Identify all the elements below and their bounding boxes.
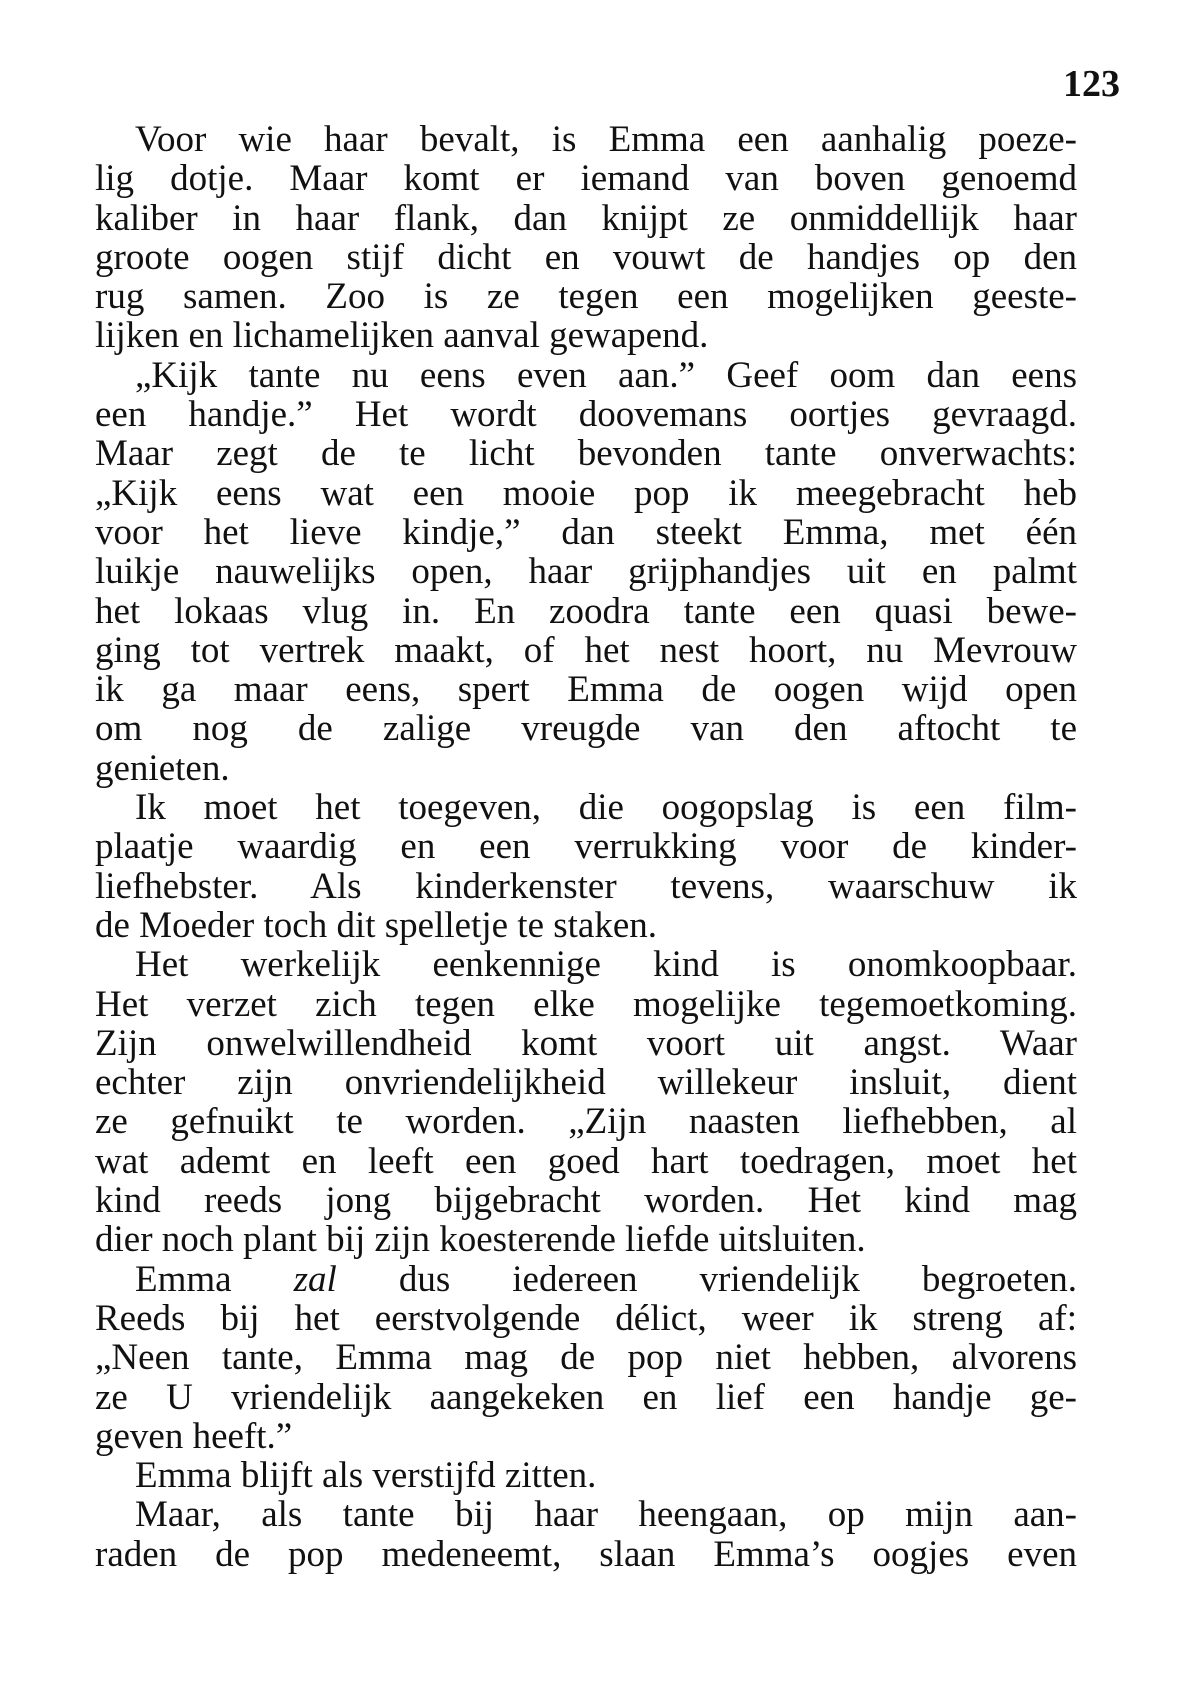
text-line: lijken en lichamelijken aanval gewapend. — [95, 315, 709, 357]
text-segment: dus iedereen vriendelijk begroeten. — [336, 1258, 1077, 1300]
italic-emphasis: zal — [293, 1258, 337, 1300]
text-line: Voor wie haar bevalt, is Emma een aanhalig poeze- — [135, 119, 1077, 160]
text-line: om nog de zalige vreugde van den aftocht te — [95, 708, 1077, 750]
text-line: Maar, als tante bij haar heengaan, op mijn aan- — [135, 1494, 1077, 1536]
text-segment: Emma — [135, 1258, 294, 1300]
text-line — [95, 1260, 1077, 1299]
text-line: luikje nauwelijks open, haar grijphandjes uit en palmt — [95, 551, 1077, 593]
text-line: ze U vriendelijk aangekeken en lief een handje ge- — [95, 1376, 1077, 1418]
text-line: de Moeder toch dit spelletje te staken. — [95, 904, 658, 946]
text-line: „Neen tante, Emma mag de pop niet hebben, alvorens — [95, 1337, 1077, 1379]
text-line: „Kijk tante nu eens even aan.” Geef oom dan eens — [135, 354, 1077, 396]
text-line: een handje.” Het wordt doovemans oortjes gevraagd. — [95, 394, 1077, 436]
text-line: het lokaas vlug in. En zoodra tante een quasi bewe- — [95, 590, 1077, 632]
text-line: echter zijn onvriendelijkheid willekeur insluit, dient — [95, 1062, 1077, 1104]
text-line: rug samen. Zoo is ze tegen een mogelijken geeste- — [95, 276, 1077, 318]
text-line: raden de pop medeneemt, slaan Emma’s oogjes even — [95, 1533, 1077, 1575]
text-line: groote oogen stijf dicht en vouwt de handjes op den — [95, 236, 1077, 278]
body-text — [95, 120, 1077, 1574]
text-line: genieten. — [95, 747, 230, 789]
text-line: ging tot vertrek maakt, of het nest hoort, nu Mevrouw — [95, 629, 1077, 671]
text-line: geven heeft.” — [95, 1415, 293, 1457]
text-line: Reeds bij het eerstvolgende délict, weer ik streng af: — [95, 1297, 1077, 1339]
text-line: voor het lieve kindje,” dan steekt Emma, met één — [95, 511, 1077, 553]
text-line: liefhebster. Als kinderkenster tevens, waarschuw ik — [95, 865, 1077, 907]
page-number: 123 — [1063, 63, 1120, 105]
text-line: Emma blijft als verstijfd zitten. — [135, 1455, 597, 1497]
text-line: plaatje waardig en een verrukking voor de kinder- — [95, 826, 1077, 868]
text-line: ze gefnuikt te worden. „Zijn naasten liefhebben, al — [95, 1101, 1077, 1143]
text-line: kaliber in haar flank, dan knijpt ze onmiddellijk haar — [95, 197, 1077, 239]
text-line: Ik moet het toegeven, die oogopslag is een film- — [135, 787, 1077, 829]
text-line: Het verzet zich tegen elke mogelijke tegemoetkoming. — [95, 983, 1077, 1025]
text-line: Zijn onwelwillendheid komt voort uit angst. Waar — [95, 1022, 1077, 1064]
text-line: lig dotje. Maar komt er iemand van boven genoemd — [95, 158, 1077, 200]
text-line: „Kijk eens wat een mooie pop ik meegebracht heb — [95, 472, 1077, 514]
text-line: kind reeds jong bijgebracht worden. Het kind mag — [95, 1180, 1077, 1222]
text-line: Maar zegt de te licht bevonden tante onverwachts: — [95, 433, 1077, 475]
text-line: dier noch plant bij zijn koesterende liefde uitsluiten. — [95, 1219, 866, 1261]
text-line: wat ademt en leeft een goed hart toedragen, moet het — [95, 1140, 1077, 1182]
text-line: Het werkelijk eenkennige kind is onomkoopbaar. — [135, 944, 1077, 986]
text-line: ik ga maar eens, spert Emma de oogen wijd open — [95, 669, 1077, 711]
